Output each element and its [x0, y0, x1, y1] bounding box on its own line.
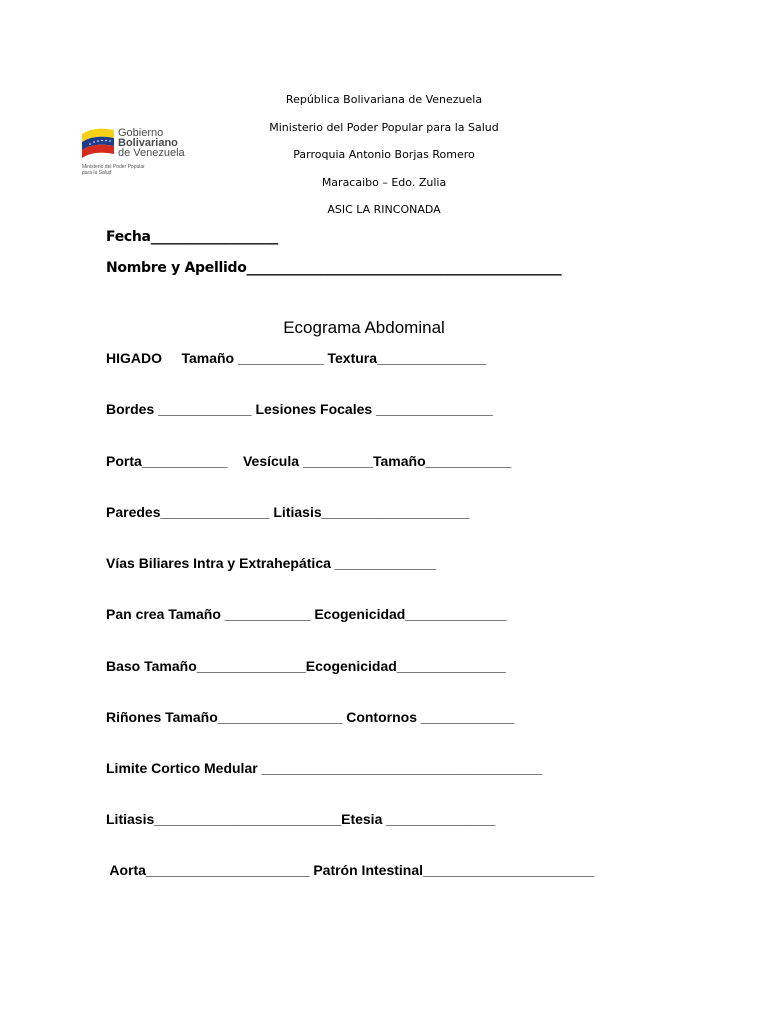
row-rinones: Riñones Tamaño________________ Contornos ____________	[106, 709, 515, 725]
row-baso: Baso Tamaño______________Ecogenicidad______________	[106, 658, 506, 674]
row-pancreas: Pan crea Tamaño ___________ Ecogenicidad_____________	[106, 606, 507, 622]
row-higado: HIGADO Tamaño ___________ Textura______________	[106, 350, 487, 366]
row-paredes: Paredes______________ Litiasis___________________	[106, 504, 470, 520]
logo-line1: Gobierno	[118, 127, 164, 139]
header-line-3: Parroquia Antonio Borjas Romero	[293, 148, 475, 161]
header-line-1: República Bolivariana de Venezuela	[285, 93, 483, 106]
logo-line2: Bolivariano	[118, 137, 178, 149]
header-line-2: Ministerio del Poder Popular para la Salud	[269, 121, 499, 134]
logo-sub1: Ministerio del Poder Popular	[82, 164, 145, 170]
row-vias-biliares: Vías Biliares Intra y Extrahepática _____________	[106, 555, 436, 571]
row-porta: Porta___________ Vesícula _________Tamaño___________	[106, 453, 512, 469]
header-line-4: Maracaibo – Edo. Zulia	[321, 176, 447, 189]
row-limite-cortico: Limite Cortico Medular ____________________________________	[106, 760, 542, 776]
document-title: Ecograma Abdominal	[283, 318, 445, 337]
logo-sub2: para la Salud	[82, 170, 112, 176]
logo-subtitle	[82, 164, 145, 176]
logo-line3: de Venezuela	[118, 147, 185, 159]
row-aorta: Aorta_____________________ Patrón Intestinal______________________	[106, 862, 595, 878]
row-bordes: Bordes ____________ Lesiones Focales _______________	[106, 401, 493, 417]
fecha-field: Fecha___________________	[106, 229, 279, 245]
header-line-5: ASIC LA RINCONADA	[327, 203, 441, 216]
nombre-field: Nombre y Apellido_______________________________________________	[106, 260, 562, 276]
row-litiasis: Litiasis________________________Etesia ______________	[106, 811, 496, 827]
